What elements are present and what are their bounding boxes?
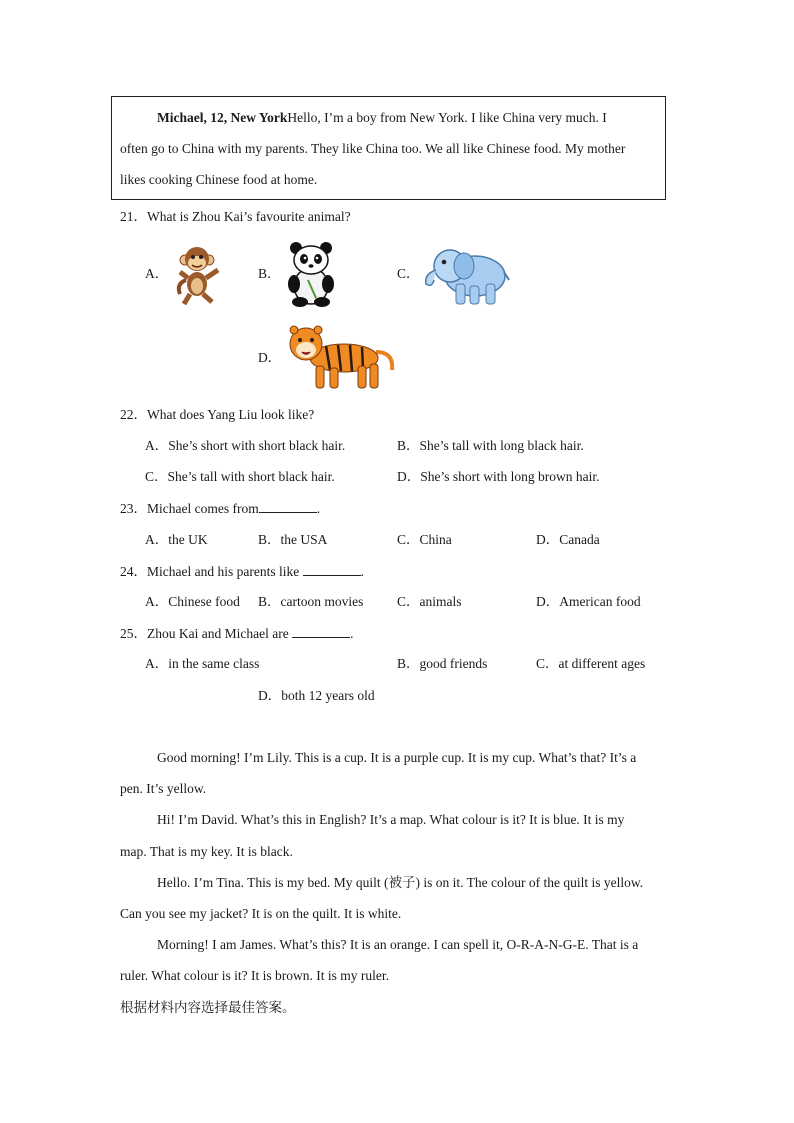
profile-line-1 [157, 110, 607, 126]
passage-james-line-1: Morning! I am James. What’s this? It is an orange. I can spell it, O-R-A-N-G-E. That is a [157, 937, 639, 952]
q25-option-b[interactable]: B．good friends [397, 656, 488, 671]
q22-option-a[interactable]: A．She’s short with short black hair. [145, 438, 346, 453]
q22-option-c[interactable]: C．She’s tall with short black hair. [145, 469, 335, 484]
q21-option-a[interactable]: A． [145, 266, 169, 281]
q21-option-b[interactable]: B． [258, 266, 281, 281]
q23-blank [259, 500, 317, 513]
q22-stem: 22．What does Yang Liu look like? [120, 407, 315, 422]
q24-stem-text: 24．Michael and his parents like [120, 564, 300, 579]
q24-option-c[interactable]: C．animals [397, 594, 462, 609]
passage-lily-line-2: pen. It’s yellow. [120, 781, 207, 796]
elephant-icon [420, 240, 510, 308]
q25-stem [120, 625, 353, 642]
passage-lily-line-1: Good morning! I’m Lily. This is a cup. It is a purple cup. It is my cup. What’s that? It’s a [157, 750, 637, 765]
q23-option-d[interactable]: D．Canada [536, 532, 600, 547]
q21-option-c[interactable]: C． [397, 266, 420, 281]
passage-tina-line-1: Hello. I’m Tina. This is my bed. My quilt (被子) is on it. The colour of the quilt is yellow. [157, 875, 644, 890]
q25-option-d[interactable]: D．both 12 years old [258, 688, 375, 703]
profile-line-2: often go to China with my parents. They like China too. We all like Chinese food. My mother [120, 141, 626, 156]
q24-option-a[interactable]: A．Chinese food [145, 594, 240, 609]
profile-line-3: likes cooking Chinese food at home. [120, 172, 318, 187]
panda-icon [282, 240, 340, 308]
q24-option-d[interactable]: D．American food [536, 594, 641, 609]
q22-option-b[interactable]: B．She’s tall with long black hair. [397, 438, 584, 453]
passage-david-line-1: Hi! I’m David. What’s this in English? It’s a map. What colour is it? It is blue. It is my [157, 812, 625, 827]
q23-option-a[interactable]: A．the UK [145, 532, 208, 547]
profile-text-1: Hello, I’m a boy from New York. I like China very much. I [287, 110, 607, 125]
profile-name: Michael, 12, New York [157, 110, 288, 125]
q24-stem-end: . [360, 564, 364, 579]
q23-option-b[interactable]: B．the USA [258, 532, 328, 547]
q25-option-c[interactable]: C．at different ages [536, 656, 646, 671]
tiger-icon [286, 322, 398, 392]
q23-option-c[interactable]: C．China [397, 532, 452, 547]
q25-stem-end: . [350, 626, 354, 641]
q21-stem: 21．What is Zhou Kai’s favourite animal? [120, 209, 351, 224]
q24-blank [303, 563, 361, 576]
q23-stem-end: . [316, 501, 321, 516]
monkey-icon [172, 240, 226, 308]
q23-stem [120, 500, 320, 517]
q21-option-d[interactable]: D． [258, 350, 282, 365]
q25-stem-text: 25．Zhou Kai and Michael are [120, 626, 289, 641]
q25-blank [292, 625, 350, 638]
q24-stem [120, 563, 364, 580]
passage-james-line-2: ruler. What colour is it? It is brown. It is my ruler. [120, 968, 389, 983]
q25-option-a[interactable]: A．in the same class [145, 656, 260, 671]
q22-option-d[interactable]: D．She’s short with long brown hair. [397, 469, 600, 484]
q24-option-b[interactable]: B．cartoon movies [258, 594, 364, 609]
passage-david-line-2: map. That is my key. It is black. [120, 844, 293, 859]
instruction-text: 根据材料内容选择最佳答案。 [120, 1000, 296, 1016]
passage-tina-line-2: Can you see my jacket? It is on the quilt. It is white. [120, 906, 402, 921]
q23-stem-text: 23．Michael comes from [120, 501, 259, 516]
